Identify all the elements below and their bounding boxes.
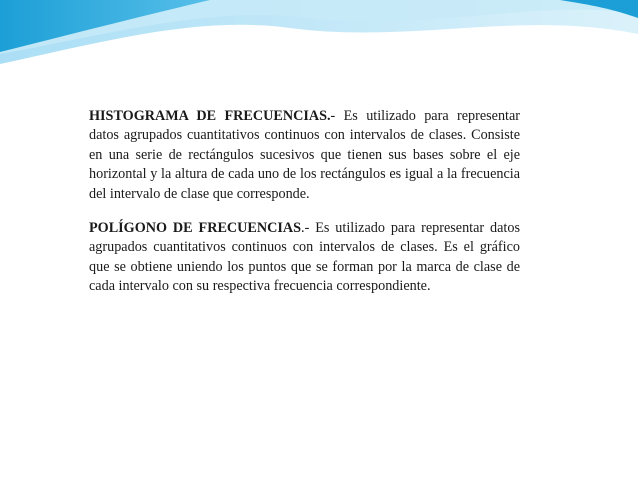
paragraph-histograma xyxy=(89,107,520,204)
paragraph-poligono xyxy=(89,219,520,297)
definition-histograma: - Es utilizado para representar datos agrupados cuantitativos continuos con intervalos de clases. Consiste en una serie de rectángulos sucesivos que tienen sus bases sobre el eje horizontal y la altura de cada uno de los rectángulos es igual a la frecuencia del intervalo de clase que corresponde. xyxy=(89,108,520,202)
term-poligono: POLÍGONO DE FRECUENCIAS xyxy=(89,220,302,237)
definition-poligono: .- Es utilizado para representar datos agrupados cuantitativos continuos con intervalos de clases. Es el gráfico que se obtiene uniendo los puntos que se forman por la marca de clase de cada intervalo con su respectiva frecuencia correspondiente. xyxy=(89,220,520,295)
header-wave-decoration xyxy=(0,0,638,80)
term-histograma: HISTOGRAMA DE FRECUENCIAS. xyxy=(89,108,331,124)
slide-body xyxy=(89,107,520,297)
